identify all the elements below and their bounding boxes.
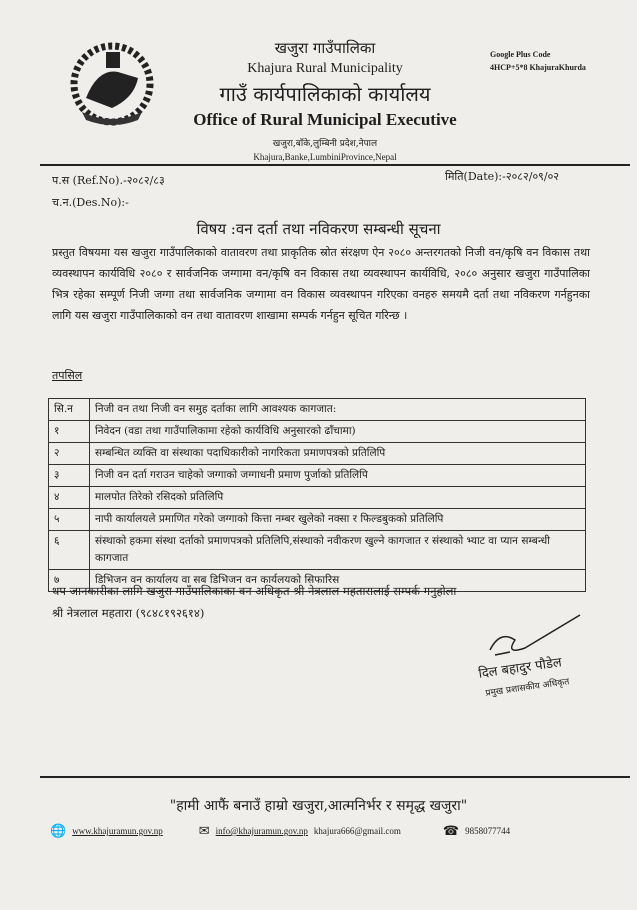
address-np: खजुरा,बाँके,लुम्बिनी प्रदेश,नेपाल xyxy=(272,139,378,149)
contact-person: श्री नेत्रलाल महतारा (९८४८१९२६१४) xyxy=(52,606,205,620)
municipality-name-en: Khajura Rural Municipality xyxy=(247,61,403,76)
website-link[interactable]: www.khajuramun.gov.np xyxy=(72,826,163,836)
contact-bar xyxy=(50,823,610,839)
office-name-en: Office of Rural Municipal Executive xyxy=(193,110,457,129)
phone-number: 9858077744 xyxy=(465,826,511,836)
signature-scribble xyxy=(470,610,600,660)
contact-note: थप जानकारीका लागि खजुरा गाउँपालिकाका वन अधिकृत श्री नेत्रलाल महतारालाई सम्पर्क गनुहोला xyxy=(52,584,457,598)
signatory-title: प्रमुख प्रशासकीय अधिकृत xyxy=(484,677,570,699)
plus-code xyxy=(490,48,586,74)
row-number: ३ xyxy=(49,465,90,487)
dispatch-number: च.न.(Des.No):- xyxy=(52,196,129,209)
body-paragraph: प्रस्तुत विषयमा यस खजुरा गाउँपालिकाको वातावरण तथा प्राकृतिक स्रोत संरक्षण ऐन २०८० अन्तरगतको निजी वन/कृषि वन विकास तथा व्यवस्थापन कार्यविधि २०८० र सार्वजनिक जग्गामा वन/कृषि वन विकास तथा व्यवस्थापन कार्यविधि, २०८० अनुसार खजुरा गाउँपालिका भित्र रहेका सम्पूर्ण निजी जग्गा तथा सार्वजनिक जग्गामा वन विकास व्यवस्थापन गरिएका वनहरु समयमै दर्ता तथा नविकरण गर्नहुनका लागि यस खजुरा गाउँपालिकाको वन तथा वातावरण शाखामा सम्पर्क गर्नहुन सूचित गरिन्छ । xyxy=(52,246,590,322)
row-number: २ xyxy=(49,443,90,465)
signatory-name: दिल बहादुर पौडेल xyxy=(477,655,563,682)
email-link-2[interactable]: khajura666@gmail.com xyxy=(313,826,401,836)
table-row xyxy=(49,509,586,531)
row-number: १ xyxy=(49,421,90,443)
row-number: ७ xyxy=(49,570,90,592)
globe-icon: 🌐 xyxy=(50,823,67,838)
envelope-icon: ✉ xyxy=(198,823,210,838)
table-row xyxy=(49,465,586,487)
footer-divider xyxy=(40,776,630,778)
reference-number: प.स (Ref.No).-२०८२/८३ xyxy=(52,174,165,187)
row-text: डिभिजन वन कार्यालय वा सब डिभिजन वन कार्यलयको सिफारिस xyxy=(90,570,586,592)
table-header-row xyxy=(49,399,586,421)
header-divider xyxy=(40,164,630,166)
row-number: ५ xyxy=(49,509,90,531)
details-heading: तपसिल xyxy=(52,369,83,382)
municipality-name-np: खजुरा गाउँपालिका xyxy=(274,39,376,57)
row-text: संस्थाको हकमा संस्था दर्ताको प्रमाणपत्रको प्रतिलिपि,संस्थाको नवीकरण खुल्ने कागजात र संस्थाको भ्याट वा प्यान सम्बन्धी कागजात xyxy=(90,531,586,570)
table-row xyxy=(49,531,586,570)
phone-icon: ☎ xyxy=(442,823,460,838)
plus-code-label: Google Plus Code xyxy=(490,50,551,59)
row-text: निवेदन (वडा तथा गाउँपालिकामा रहेको कार्यविधि अनुसारको ढाँचामा) xyxy=(90,421,586,443)
subject: विषय :वन दर्ता तथा नविकरण सम्बन्धी सूचना xyxy=(196,220,441,238)
table-row xyxy=(49,487,586,509)
table-row xyxy=(49,421,586,443)
address-en: Khajura,Banke,LumbiniProvince,Nepal xyxy=(253,152,397,162)
office-name-np: गाउँ कार्यपालिकाको कार्यालय xyxy=(219,82,431,106)
required-documents-table xyxy=(48,398,586,592)
row-text: निजी वन दर्ता गराउन चाहेको जग्गाको जग्गाधनी प्रमाण पुर्जाको प्रतिलिपि xyxy=(90,465,586,487)
plus-code-value: 4HCP+5*8 KhajuraKhurda xyxy=(490,63,586,72)
table-row xyxy=(49,443,586,465)
row-text: सम्बन्धित व्यक्ति वा संस्थाका पदाधिकारीको नागरिकता प्रमाणपत्रको प्रतिलिपि xyxy=(90,443,586,465)
row-number: ६ xyxy=(49,531,90,570)
row-text: नापी कार्यालयले प्रमाणित गरेको जग्गाको कित्ता नम्बर खुलेको नक्सा र फिल्डबुकको प्रतिलिपि xyxy=(90,509,586,531)
date: मिति(Date):-२०८२/०९/०२ xyxy=(445,170,560,183)
row-text: मालपोत तिरेको रसिदको प्रतिलिपि xyxy=(90,487,586,509)
header-documents: निजी वन तथा निजी वन समुह दर्ताका लागि आवश्यक कागजात: xyxy=(90,399,586,421)
header-sn: सि.न xyxy=(49,399,90,421)
slogan: "हामी आफैं बनाउँ हाम्रो खजुरा,आत्मनिर्भर र समृद्ध खजुरा" xyxy=(169,798,468,814)
row-number: ४ xyxy=(49,487,90,509)
email-link-1[interactable]: info@khajuramun.gov.np xyxy=(215,826,308,836)
